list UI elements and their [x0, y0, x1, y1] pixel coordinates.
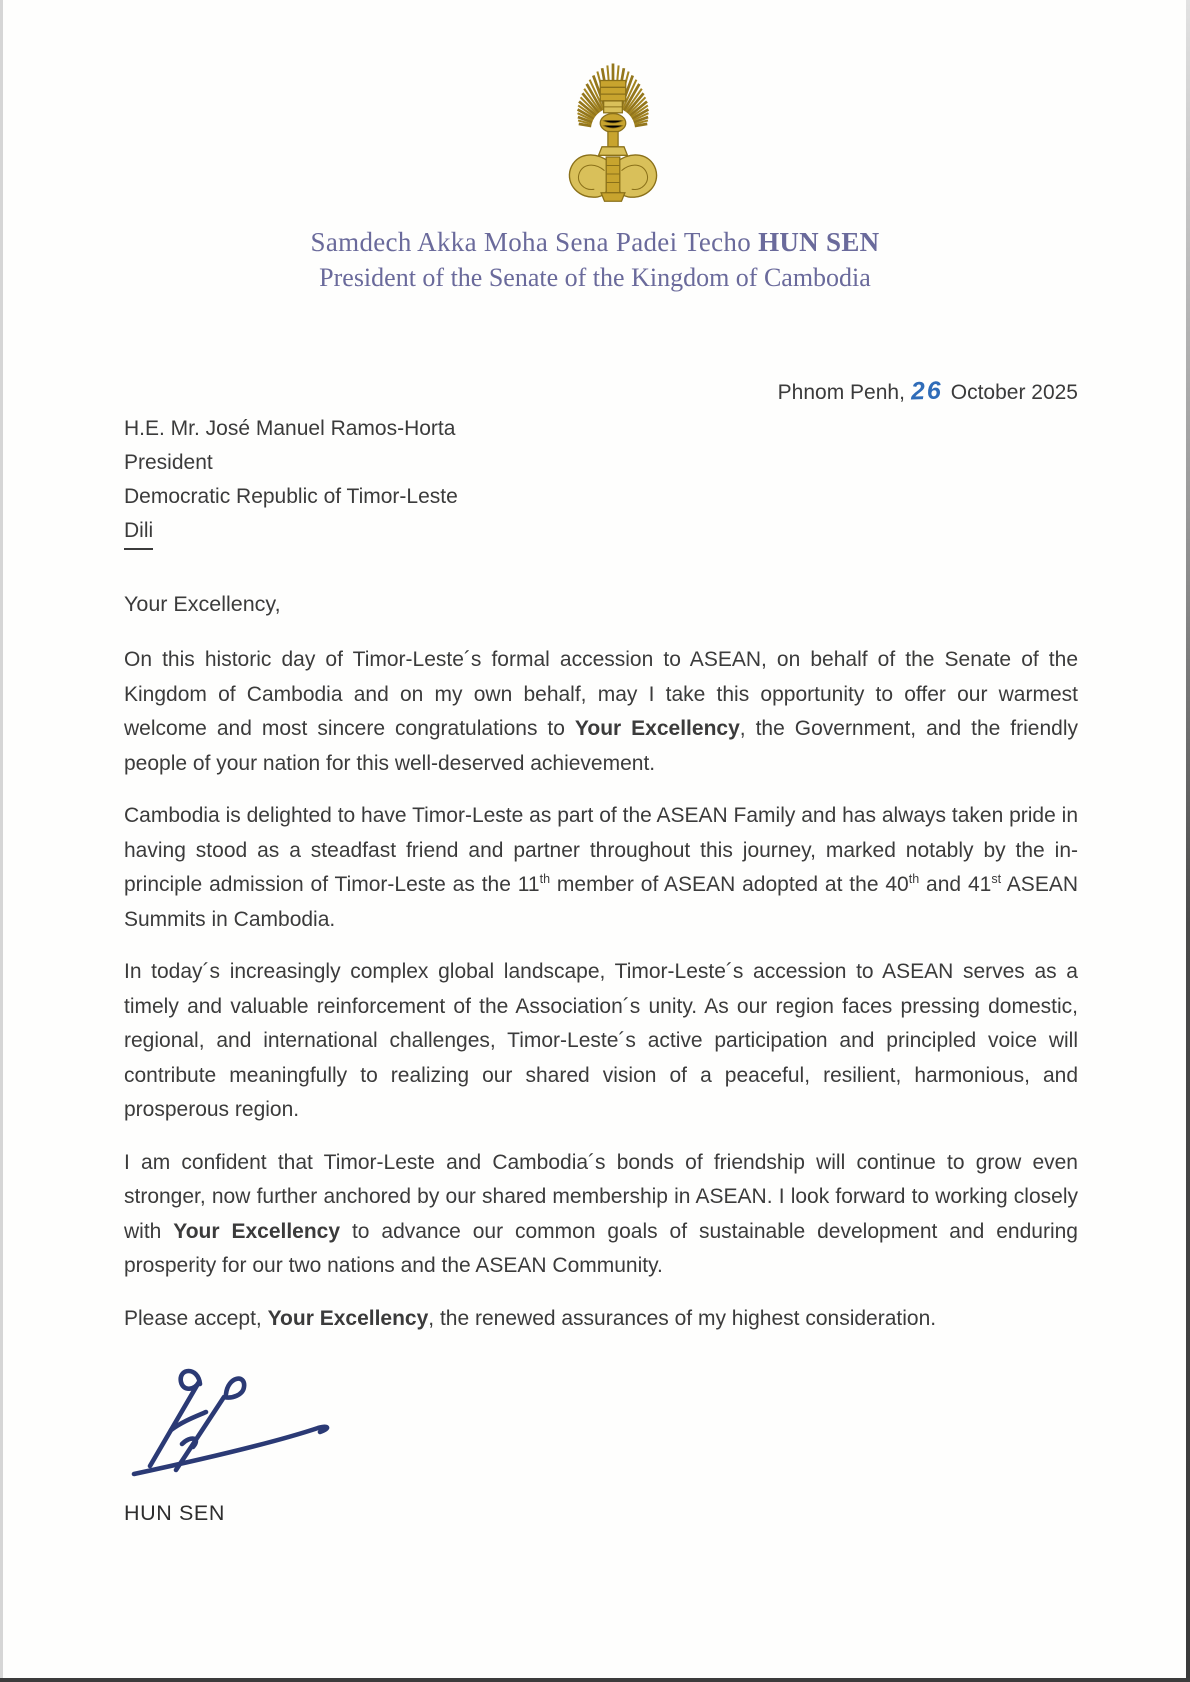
dateline	[124, 377, 1078, 406]
recipient-name: H.E. Mr. José Manuel Ramos-Horta	[124, 417, 456, 440]
signature-icon	[114, 1362, 1078, 1487]
recipient-city: Dili	[124, 514, 153, 550]
recipient-title: President	[124, 451, 213, 474]
body-paragraph: Cambodia is delighted to have Timor-Leste as part of the ASEAN Family and has always taken pride in having stood as a steadfast friend and partner throughout this journey, marked notably by the in-principle admission of Timor-Leste as the 11th member of ASEAN adopted at the 40th and 41st ASEAN Summits in Cambodia.	[124, 804, 1078, 931]
salutation: Your Excellency,	[124, 592, 281, 616]
paragraphs-container	[124, 643, 1078, 1336]
letterhead-title	[0, 227, 1190, 258]
body-paragraph: I am confident that Timor-Leste and Cambodia´s bonds of friendship will continue to grow even stronger, now further anchored by our shared membership in ASEAN. I look forward to working closely with Your Excellency to advance our common goals of sustainable development and enduring prosperity for our two nations and the ASEAN Community.	[124, 1150, 1078, 1277]
handwritten-day: 26	[910, 376, 944, 406]
body-paragraph: In today´s increasingly complex global landscape, Timor-Leste´s accession to ASEAN serves as a timely and valuable reinforcement of the Association´s unity. As our region faces pressing domestic, regional, and international challenges, Timor-Leste´s active participation and principled voice will contribute meaningfully to realizing our shared vision of a peaceful, resilient, harmonious, and prosperous region.	[124, 960, 1078, 1121]
signature-name: HUN SEN	[124, 1501, 225, 1525]
letterhead-title-prefix: Samdech Akka Moha Sena Padei Techo	[310, 227, 759, 257]
letterhead-sender-name: HUN SEN	[758, 227, 880, 257]
scan-edge-right	[1186, 0, 1190, 1682]
scan-edge-bottom	[0, 1678, 1190, 1682]
signature-block	[124, 1362, 1078, 1526]
scan-edge-left	[0, 0, 3, 1682]
recipient-country: Democratic Republic of Timor-Leste	[124, 485, 458, 508]
dateline-place: Phnom Penh,	[777, 381, 905, 404]
letterhead	[0, 0, 1190, 293]
body-paragraph: Please accept, Your Excellency, the renewed assurances of my highest consideration.	[124, 1306, 937, 1330]
dateline-month-year: October 2025	[950, 381, 1078, 404]
letterhead-subtitle: President of the Senate of the Kingdom of Cambodia	[319, 263, 871, 292]
letter-body	[0, 377, 1190, 1526]
body-paragraph: On this historic day of Timor-Leste´s formal accession to ASEAN, on behalf of the Senate of the Kingdom of Cambodia and on my own behalf, may I take this opportunity to offer our warmest welcome and most sincere congratulations to Your Excellency, the Government, and the friendly people of your nation for this well-deserved achievement.	[124, 648, 1078, 775]
recipient-address-block	[124, 412, 1078, 550]
cambodia-royal-emblem-icon	[561, 38, 665, 213]
